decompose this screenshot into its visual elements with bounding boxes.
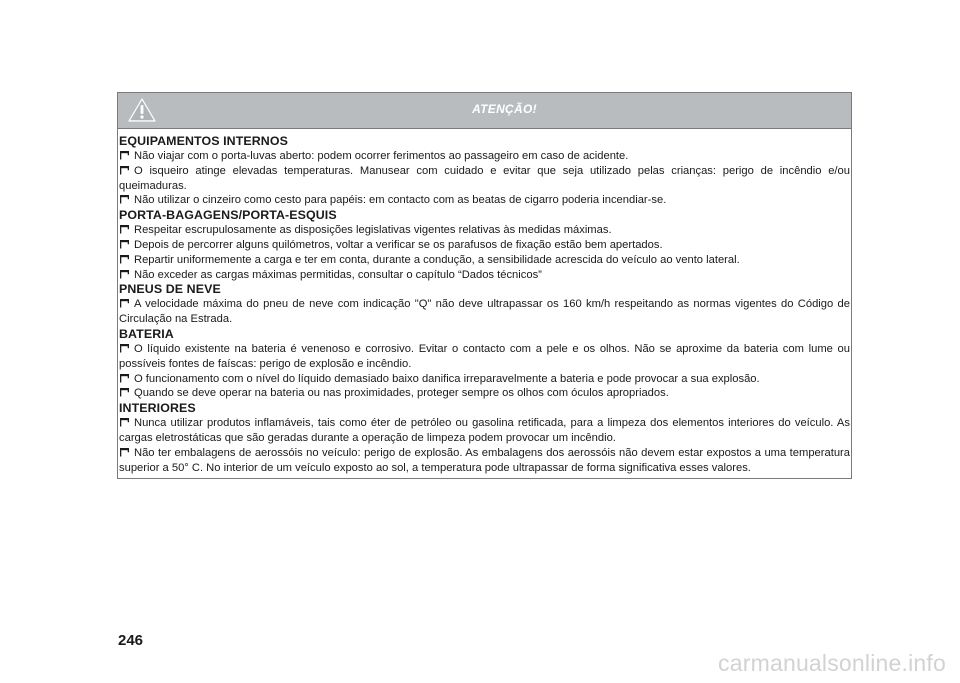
bullet-marker-icon: [120, 448, 129, 457]
bullet-item: [119, 372, 850, 387]
bullet-text: Quando se deve operar na bateria ou nas proximidades, proteger sempre os olhos com óculos apropriados.: [134, 387, 669, 400]
bullet-text: O funcionamento com o nível do líquido demasiado baixo danifica irreparavelmente a bateria e pode provocar a sua explosão.: [134, 372, 760, 385]
bullet-text: A velocidade máxima do pneu de neve com indicação "Q" não deve ultrapassar os 160 km/h respeitando as normas vigentes do Código de Circulação na Estrada.: [119, 298, 850, 326]
bullet-item: [119, 238, 850, 253]
bullet-text: Não utilizar o cinzeiro como cesto para papéis: em contacto com as beatas de cigarro poderia incendiar-se.: [134, 194, 667, 207]
bullet-marker-icon: [120, 388, 129, 397]
bullet-item: [119, 446, 850, 476]
bullet-item: [119, 253, 850, 268]
bullet-item: [119, 193, 850, 208]
warning-body: [118, 129, 851, 478]
bullet-marker-icon: [120, 240, 129, 249]
warning-title: ATENÇÃO!: [472, 102, 537, 116]
bullet-marker-icon: [120, 195, 129, 204]
bullet-text: Não viajar com o porta-luvas aberto: podem ocorrer ferimentos ao passageiro em caso de acidente.: [134, 150, 629, 162]
bullet-text: Respeitar escrupulosamente as disposições legislativas vigentes relativas às medidas máximas.: [134, 224, 612, 237]
bullet-item: [119, 342, 850, 372]
bullet-item: [119, 416, 850, 446]
bullet-marker-icon: [120, 225, 129, 234]
bullet-item: [119, 149, 850, 164]
bullet-marker-icon: [120, 344, 129, 353]
bullet-marker-icon: [120, 270, 129, 279]
warning-header: [118, 93, 851, 129]
section-heading: INTERIORES: [119, 401, 196, 416]
watermark: carmanualsonline.info: [718, 650, 946, 676]
bullet-text: Nunca utilizar produtos inflamáveis, tais como éter de petróleo ou gasolina retificada, para a limpeza dos elementos interiores do veículo. As cargas eletrostáticas que são geradas durante a operação de limpeza podem provocar um incêndio.: [119, 417, 850, 444]
bullet-item: [119, 386, 850, 401]
bullet-marker-icon: [120, 418, 129, 427]
warning-box: [117, 92, 852, 479]
bullet-marker-icon: [120, 255, 129, 264]
bullet-item: [119, 268, 850, 283]
bullet-item: [119, 223, 850, 238]
bullet-text: Repartir uniformemente a carga e ter em conta, durante a condução, a sensibilidade acrescida do veículo ao vento lateral.: [134, 253, 740, 266]
section-heading: PORTA-BAGAGENS/PORTA-ESQUIS: [119, 208, 337, 223]
bullet-text: Não exceder as cargas máximas permitidas, consultar o capítulo “Dados técnicos”: [134, 268, 542, 281]
section-heading: EQUIPAMENTOS INTERNOS: [119, 134, 288, 148]
bullet-text: O isqueiro atinge elevadas temperaturas. Manusear com cuidado e evitar que seja utilizado pelas crianças: perigo de incêndio e/ou queimaduras.: [119, 164, 850, 192]
bullet-item: [119, 164, 850, 194]
bullet-item: [119, 297, 850, 327]
section-heading: PNEUS DE NEVE: [119, 282, 221, 297]
bullet-marker-icon: [120, 151, 129, 160]
bullet-text: Depois de percorrer alguns quilómetros, voltar a verificar se os parafusos de fixação estão bem apertados.: [134, 238, 663, 251]
bullet-text: Não ter embalagens de aerossóis no veículo: perigo de explosão. As embalagens dos aerossóis não devem estar expostos a uma temperatura superior a 50° C. No interior de um veículo exposto ao sol, a temperatura pode ultrapassar de forma significativa esses valores.: [119, 446, 850, 474]
bullet-text: O líquido existente na bateria é venenoso e corrosivo. Evitar o contacto com a pele e os olhos. Não se aproxime da bateria com lume ou possíveis fontes de faíscas: perigo de explosão e incêndio.: [119, 342, 850, 370]
section-heading: BATERIA: [119, 326, 174, 341]
bullet-marker-icon: [120, 166, 129, 175]
bullet-marker-icon: [120, 299, 129, 308]
page-number: 246: [118, 632, 144, 649]
bullet-marker-icon: [120, 374, 129, 383]
